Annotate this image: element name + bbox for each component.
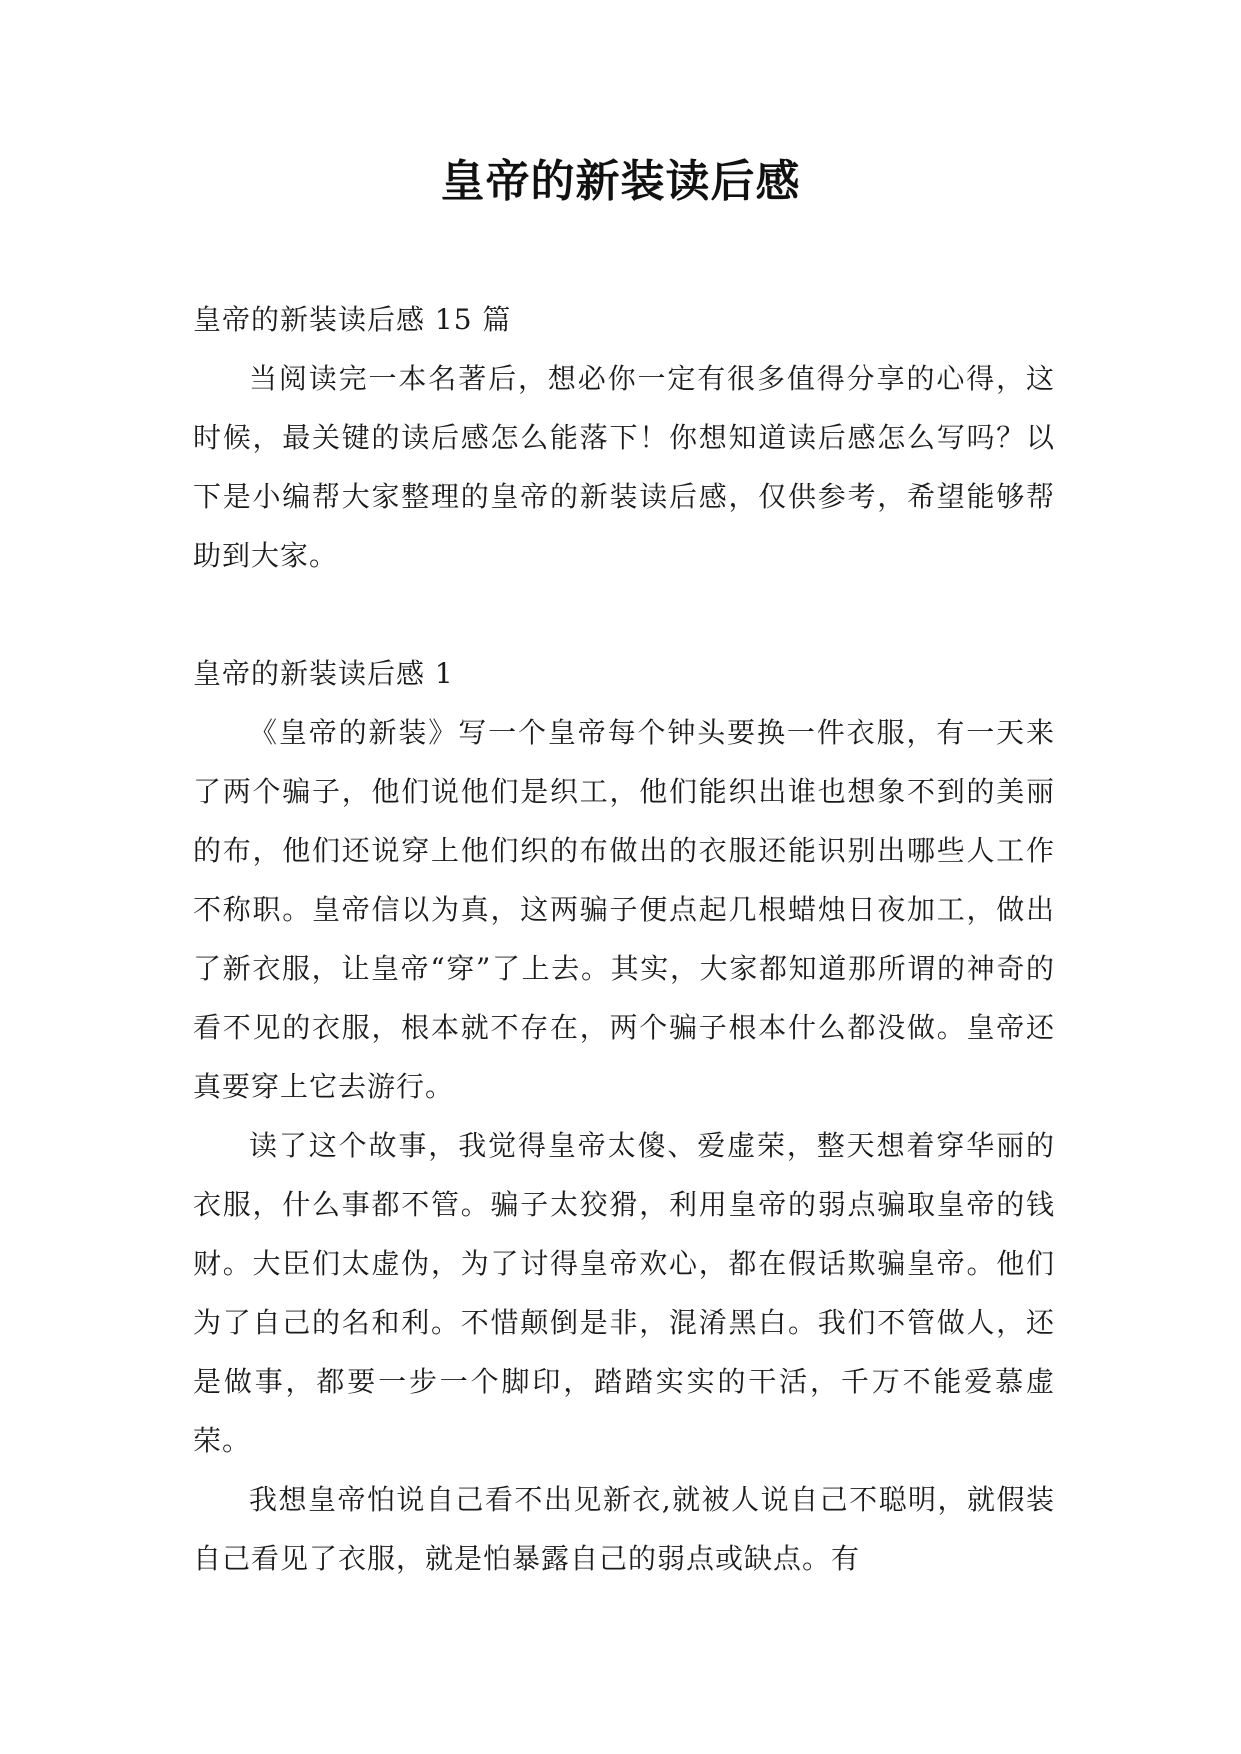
document-body — [193, 290, 1055, 1588]
intro-heading: 皇帝的新装读后感 15 篇 — [193, 303, 512, 336]
intro-paragraph: 当阅读完一本名著后，想必你一定有很多值得分享的心得，这时候，最关键的读后感怎么能落下！你想知道读后感怎么写吗？以下是小编帮大家整理的皇帝的新装读后感，仅供参考，希望能够帮助到大家。 — [193, 362, 1055, 572]
section-1-paragraph-3: 我想皇帝怕说自己看不出见新衣,就被人说自己不聪明，就假装自己看见了衣服，就是怕暴露自己的弱点或缺点。有 — [193, 1483, 1055, 1575]
section-1-paragraph-1: 《皇帝的新装》写一个皇帝每个钟头要换一件衣服，有一天来了两个骗子，他们说他们是织工，他们能织出谁也想象不到的美丽的布，他们还说穿上他们织的布做出的衣服还能识别出哪些人工作不称职。皇帝信以为真，这两骗子便点起几根蜡烛日夜加工，做出了新衣服，让皇帝“穿”了上去。其实，大家都知道那所谓的神奇的看不见的衣服，根本就不存在，两个骗子根本什么都没做。皇帝还真要穿上它去游行。 — [193, 716, 1055, 1103]
section-1-paragraph-2: 读了这个故事，我觉得皇帝太傻、爱虚荣，整天想着穿华丽的衣服，什么事都不管。骗子太狡猾，利用皇帝的弱点骗取皇帝的钱财。大臣们太虚伪，为了讨得皇帝欢心，都在假话欺骗皇帝。他们为了自己的名和利。不惜颠倒是非，混淆黑白。我们不管做人，还是做事，都要一步一个脚印，踏踏实实的干活，千万不能爱慕虚荣。 — [193, 1129, 1055, 1457]
section-spacer — [193, 585, 1055, 644]
section-1-heading: 皇帝的新装读后感 1 — [193, 657, 454, 690]
document-title: 皇帝的新装读后感 — [440, 156, 801, 207]
